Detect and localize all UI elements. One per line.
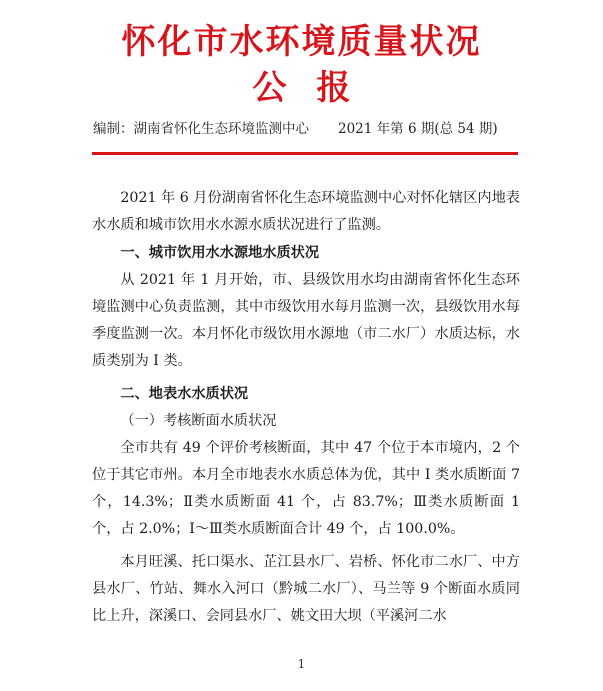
issue-number: 2021 年第 6 期(总 54 期) bbox=[338, 121, 498, 137]
bulletin-subtitle: 公报 bbox=[252, 68, 381, 108]
bulletin-title: 怀化市水环境质量状况 bbox=[121, 22, 482, 62]
header-divider bbox=[92, 152, 518, 155]
section1-heading: 一、城市饮用水水源地水质状况 bbox=[120, 245, 320, 261]
section2-heading: 二、地表水水质状况 bbox=[120, 386, 249, 402]
subsection1-heading: （一）考核断面水质状况 bbox=[120, 413, 277, 429]
section1-paragraph: 从 2021 年 1 月开始，市、县级饮用水均由湖南省怀化生态环境监测中心负责监测，其中市级饮用水每月监测一次，县级饮用水每季度监测一次。本月怀化市级饮用水源地（市二水厂）水质达标，水质类别为 I 类。 bbox=[92, 272, 520, 369]
intro-paragraph: 2021 年 6 月份湖南省怀化生态环境监测中心对怀化辖区内地表水水质和城市饮用水水源水质状况进行了监测。 bbox=[92, 190, 520, 233]
page-number: 1 bbox=[297, 657, 306, 671]
subsection1-paragraph: 全市共有 49 个评价考核断面，其中 47 个位于本市境内，2 个位于其它市州。本月全市地表水水质总体为优，其中 I 类水质断面 7 个，14.3%；Ⅱ类水质断面 41 个，占 83.7%；Ⅲ类水质断面 1 个，占 2.0%；Ⅰ～Ⅲ类水质断面合计 49 个，占 100.0%。 bbox=[92, 440, 520, 537]
document-body bbox=[92, 185, 520, 630]
subsection1-paragraph-2: 本月旺溪、托口渠水、芷江县水厂、岩桥、怀化市二水厂、中方县水厂、竹站、舞水入河口（黔城二水厂）、马兰等 9 个断面水质同比上升，深溪口、会同县水厂、姚文田大坝（平溪河二水 bbox=[92, 554, 520, 624]
editor-line: 编制：湖南省怀化生态环境监测中心 bbox=[93, 121, 309, 137]
